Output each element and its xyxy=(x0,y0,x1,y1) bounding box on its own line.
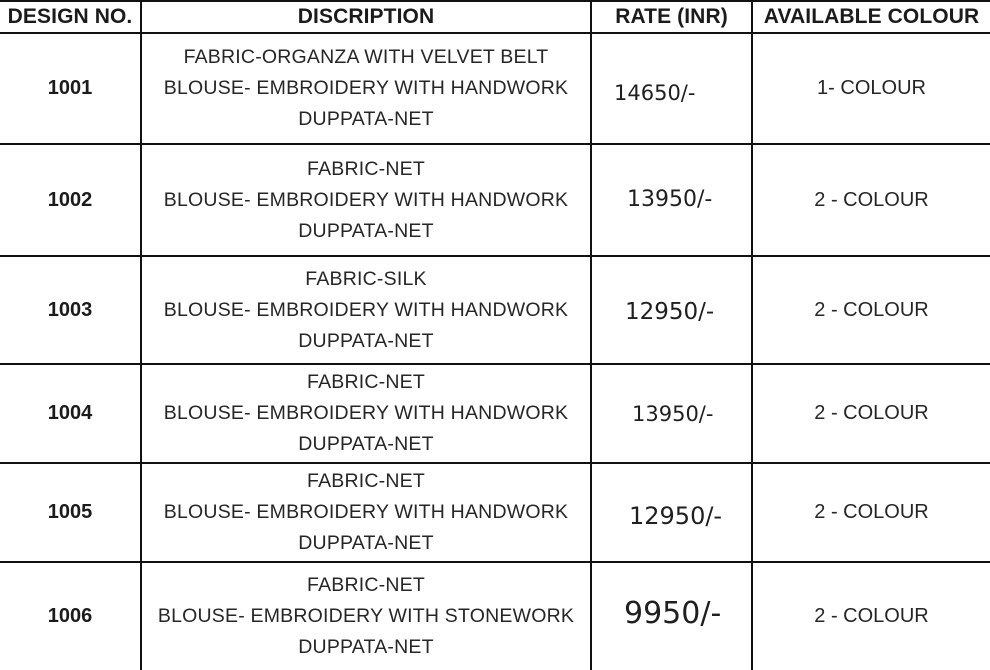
colour-cell: 2 - COLOUR xyxy=(814,188,929,211)
design-no-cell: 1006 xyxy=(47,605,93,627)
rate-cell: 14650/- xyxy=(614,81,696,105)
design-no-cell: 1001 xyxy=(47,77,93,99)
design-no-cell: 1005 xyxy=(47,501,93,523)
description-cell xyxy=(142,365,590,462)
colour-cell: 1- COLOUR xyxy=(817,77,926,99)
header-design-no: DESIGN NO. xyxy=(7,4,133,28)
description-line: DUPPATA-NET xyxy=(298,433,434,455)
rate-cell: 12950/- xyxy=(629,501,723,530)
design-no-cell: 1004 xyxy=(47,402,93,424)
design-no-cell: 1003 xyxy=(47,298,93,321)
description-cell xyxy=(142,34,590,143)
description-line: FABRIC-ORGANZA WITH VELVET BELT xyxy=(183,46,549,68)
design-no-cell: 1002 xyxy=(47,188,93,211)
description-line: BLOUSE- EMBROIDERY WITH HANDWORK xyxy=(163,188,569,211)
description-cell xyxy=(142,145,590,255)
rate-cell: 13950/- xyxy=(632,401,714,426)
description-line: FABRIC-SILK xyxy=(305,267,427,290)
rate-cell: 9950/- xyxy=(624,595,722,631)
description-line: FABRIC-NET xyxy=(307,574,425,596)
description-line: DUPPATA-NET xyxy=(298,532,434,554)
description-line: DUPPATA-NET xyxy=(298,219,434,242)
description-line: FABRIC-NET xyxy=(307,371,425,393)
rate-cell: 13950/- xyxy=(627,186,713,212)
description-line: DUPPATA-NET xyxy=(298,329,434,352)
description-line: BLOUSE- EMBROIDERY WITH HANDWORK xyxy=(163,501,569,523)
colour-cell: 2 - COLOUR xyxy=(814,298,929,321)
description-line: BLOUSE- EMBROIDERY WITH HANDWORK xyxy=(163,298,569,321)
description-cell xyxy=(142,464,590,561)
header-description: DISCRIPTION xyxy=(297,4,435,28)
rate-cell: 12950/- xyxy=(625,299,715,325)
description-cell xyxy=(142,257,590,363)
description-line: BLOUSE- EMBROIDERY WITH HANDWORK xyxy=(163,402,569,424)
colour-cell: 2 - COLOUR xyxy=(814,402,929,424)
description-line: BLOUSE- EMBROIDERY WITH STONEWORK xyxy=(157,605,575,627)
colour-cell: 2 - COLOUR xyxy=(814,501,929,523)
description-line: DUPPATA-NET xyxy=(298,636,434,658)
colour-cell: 2 - COLOUR xyxy=(814,605,929,627)
description-line: DUPPATA-NET xyxy=(298,108,434,130)
header-rate: RATE (INR) xyxy=(615,4,728,28)
description-line: BLOUSE- EMBROIDERY WITH HANDWORK xyxy=(163,77,569,99)
description-cell xyxy=(142,563,590,670)
description-line: FABRIC-NET xyxy=(307,470,425,492)
header-colour: AVAILABLE COLOUR xyxy=(763,4,980,28)
description-line: FABRIC-NET xyxy=(307,157,425,180)
